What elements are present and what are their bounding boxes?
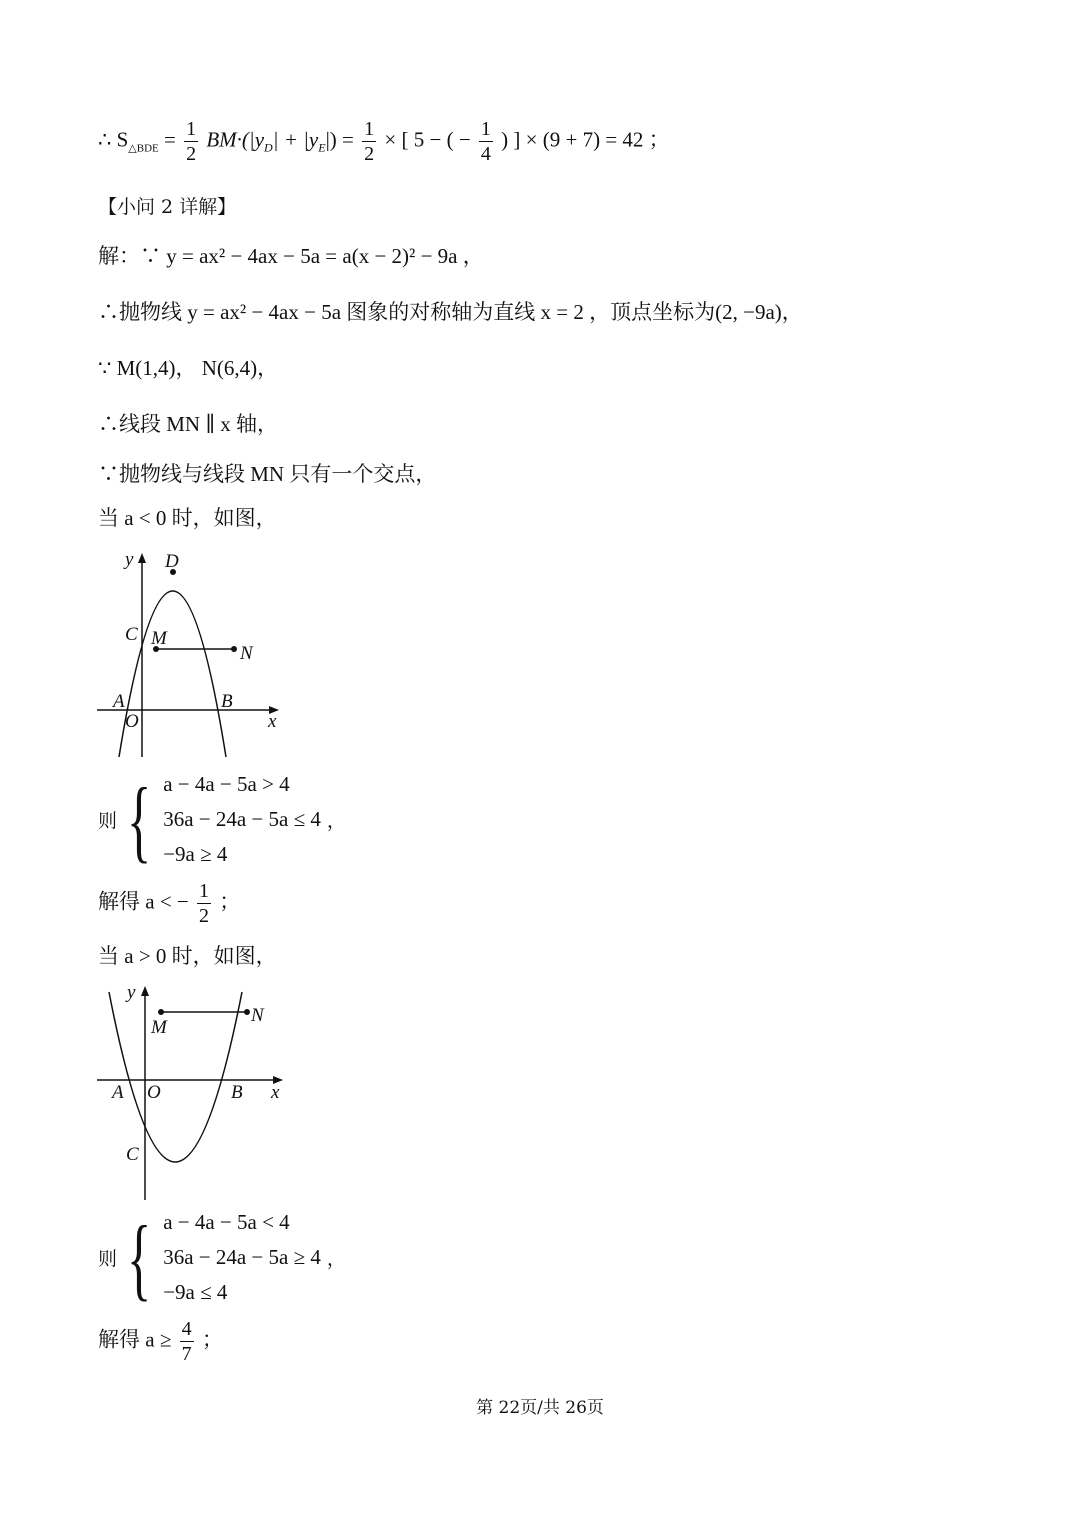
- label-b: B: [231, 1082, 243, 1103]
- solution-2: 解得 a ≥ $\frac{4}{7}$ ；: [98, 1318, 223, 1365]
- system-row: −9a ≤ 4: [163, 1280, 228, 1304]
- label-n: N: [240, 643, 253, 664]
- label-a: A: [113, 691, 125, 712]
- step-3: ∵ M(1,4)， N(6,4)，: [98, 356, 279, 380]
- point-m: [158, 1009, 164, 1015]
- label-x: x: [268, 711, 277, 732]
- label-o: O: [125, 711, 139, 732]
- label-a: A: [112, 1082, 124, 1103]
- figure-parabola-up: [95, 980, 300, 1205]
- label-c: C: [126, 1144, 139, 1165]
- fraction-half-2: $\frac{1}{2}$: [364, 118, 375, 165]
- step-2: ∴抛物线 y = ax² − 4ax − 5a 图象的对称轴为直线 x = 2 ，顶点坐标为(2, −9a)，: [98, 300, 803, 324]
- system-row: 36a − 24a − 5a ≥ 4: [163, 1245, 321, 1269]
- label-m: M: [151, 1017, 167, 1038]
- system-rows: [163, 772, 321, 867]
- system-row: a − 4a − 5a < 4: [163, 1210, 290, 1234]
- step-4: ∴线段 MN ∥ x 轴，: [98, 412, 279, 436]
- y-axis-arrow: [141, 986, 149, 996]
- y-axis-arrow: [138, 553, 146, 563]
- fraction-four-sevenths: $\frac{4}{7}$: [181, 1318, 192, 1365]
- label-y: y: [125, 549, 134, 570]
- point-n: [244, 1009, 250, 1015]
- label-y: y: [127, 982, 136, 1003]
- fraction-quarter: $\frac{1}{4}$: [480, 118, 491, 165]
- case-a-positive: 当 a > 0 时，如图，: [98, 944, 277, 968]
- system-row: 36a − 24a − 5a ≤ 4: [163, 807, 321, 831]
- fraction-half-neg: $\frac{1}{2}$: [199, 880, 210, 927]
- system-rows: [163, 1210, 321, 1305]
- step-5: ∵抛物线与线段 MN 只有一个交点，: [98, 462, 437, 486]
- left-brace: {: [126, 768, 152, 871]
- label-n: N: [251, 1005, 264, 1026]
- system-row: −9a ≥ 4: [163, 842, 228, 866]
- page-footer: 第 22页/共 26页: [476, 1398, 604, 1418]
- left-brace: {: [126, 1206, 152, 1309]
- figure-parabola-down: [95, 545, 295, 760]
- point-n: [231, 646, 237, 652]
- label-o: O: [147, 1082, 161, 1103]
- inequality-system-1: 则 { a − 4a − 5a > 4 36a − 24a − 5a ≤ 4 −9a ≥ 4 ，: [98, 768, 346, 871]
- label-c: C: [125, 624, 138, 645]
- label-m: M: [151, 628, 167, 649]
- section-title: 【小问 2 详解】: [98, 196, 237, 218]
- fraction-half: $\frac{1}{2}$: [186, 118, 197, 165]
- parabola-curve: [119, 591, 226, 757]
- case-a-negative: 当 a < 0 时，如图，: [98, 506, 277, 530]
- step-1: 解：∵ y = ax² − 4ax − 5a = a(x − 2)² − 9a ，: [98, 244, 484, 268]
- label-d: D: [165, 551, 179, 572]
- label-x: x: [271, 1082, 280, 1103]
- area-formula: ∴ $S_{\triangle BDE}$ = $\frac{1}{2}$ $BM\cdot(|y_D| + |y_E|)$ = $\frac{1}{2}$ × [ 5 − ( − $\frac{1}{4}$ ) ] × (9 + 7) = 42 ；: [98, 118, 670, 165]
- parabola-curve: [109, 992, 242, 1162]
- solution-1: 解得 a < − $\frac{1}{2}$ ；: [98, 880, 241, 927]
- system-row: a − 4a − 5a > 4: [163, 772, 290, 796]
- inequality-system-2: 则 { a − 4a − 5a < 4 36a − 24a − 5a ≥ 4 −9a ≤ 4 ，: [98, 1206, 346, 1309]
- label-b: B: [221, 691, 233, 712]
